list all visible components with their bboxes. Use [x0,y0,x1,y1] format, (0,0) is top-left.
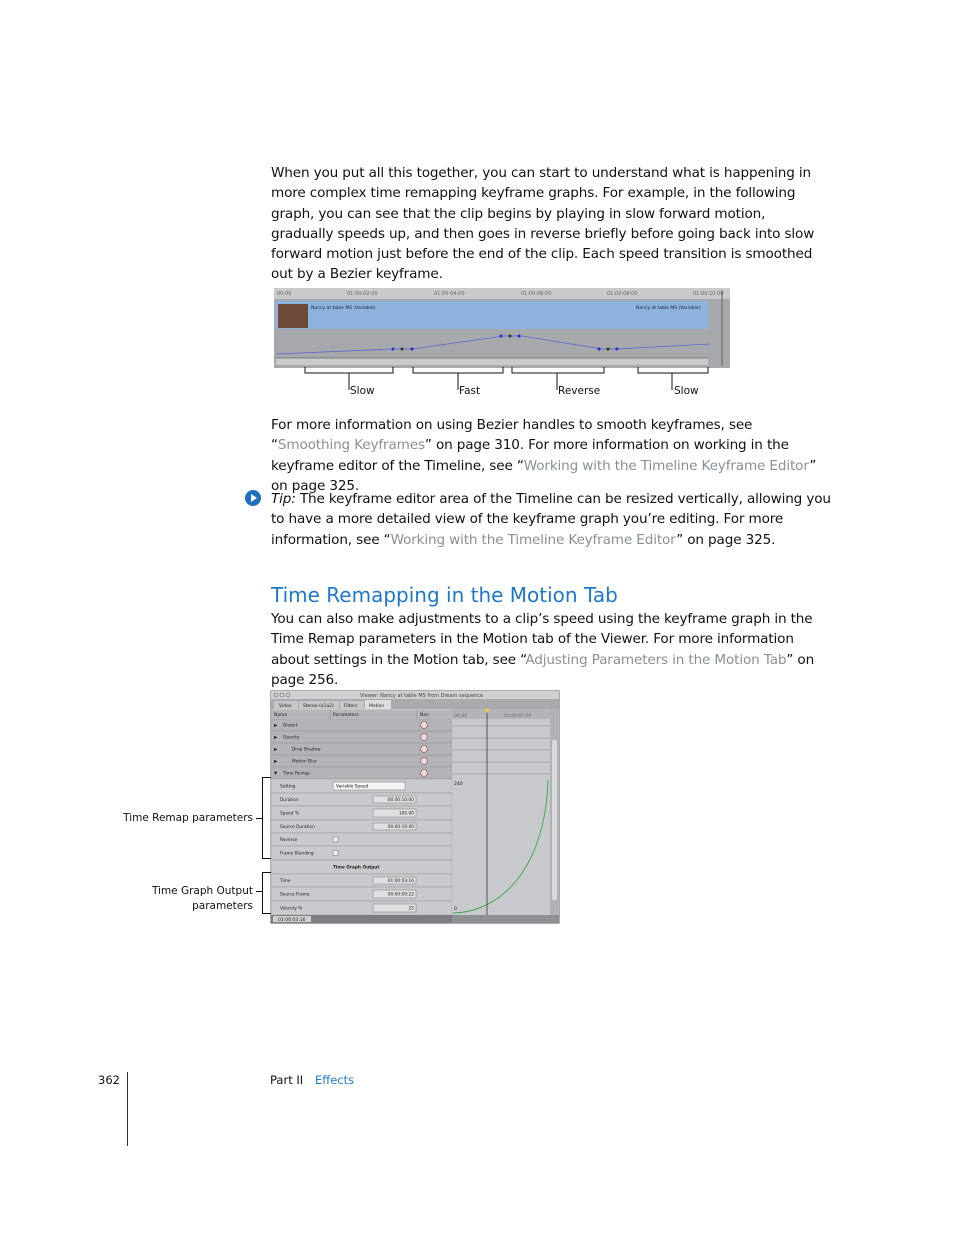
tab-stereo[interactable]: Stereo (a1a2) [303,704,334,709]
reverse-checkbox[interactable] [333,837,338,842]
horizontal-scrollbar[interactable] [452,915,559,923]
footer-part: Part II [270,1073,304,1087]
viewer-motion-tab-figure [270,690,560,924]
disclosure-triangle-icon[interactable]: ▶ [274,735,278,741]
reset-button-icon[interactable] [421,722,428,729]
clip-thumbnail [278,304,308,328]
reset-button-icon[interactable] [421,758,428,765]
disclosure-triangle-icon[interactable]: ▼ [274,771,278,777]
callout-time-remap: Time Remap parameters [123,812,253,824]
paragraph-intro: When you put all this together, you can start to understand what is happening in more complex time remapping keyframe graphs. For example, in the following graph, you can see that the clip begins by playing in slow forward motion, gradually speeds up, and then goes in reverse briefly before going back into slow forward motion just before the end of the clip. Each speed transition is smoothed out by a Bezier keyframe. [271,165,815,283]
tab-video[interactable]: Video [279,704,292,709]
parameter-value: 25 [408,906,414,912]
parameter-value: 00:00:10:00 [387,798,414,804]
parameter-name: Distort [283,723,298,729]
graph-timecode: 01:00:07:00 [504,714,532,719]
footer-divider [127,1072,128,1146]
graph-min-label: 0 [454,907,457,912]
parameter-value: 00:00:00:22 [387,892,414,898]
parameter-name: Velocity % [280,906,303,912]
graph-timecode: 00:30 [454,714,467,719]
clip-label: Nancy at table MS (Variable) [636,306,701,311]
clip-label: Nancy at table MS (Variable) [311,306,376,311]
current-timecode: 01:00:03:16 [278,918,306,923]
timecode: 01:00:10:00 [693,291,724,297]
parameter-value: 100.00 [398,811,414,817]
parameter-name: Reverse [280,838,298,844]
timecode: 01:00:04:00 [434,291,465,297]
timecode: 01:00:08:00 [607,291,638,297]
parameter-row [271,833,452,846]
keyframe-graph[interactable] [452,709,550,915]
parameter-name: Opacity [283,735,300,741]
link-adjusting-parameters[interactable]: Adjusting Parameters in the Motion Tab [525,651,787,668]
disclosure-triangle-icon[interactable]: ▶ [274,723,278,729]
paragraph-more-info: For more information on using Bezier handles to smooth keyframes, see “Smoothing Keyframes” on page 310. For more information on working in the keyframe editor of the Timeline, see “Working with the Timeline Keyframe Editor” on page 325. [271,417,817,494]
column-header-parameters: Parameters [333,713,359,718]
tab-motion[interactable]: Motion [369,704,385,709]
column-header-nav: Nav [420,713,429,718]
parameter-value: 00:00:10:00 [387,825,414,831]
frame-blending-checkbox[interactable] [333,851,338,856]
link-timeline-keyframe-editor[interactable]: Working with the Timeline Keyframe Editor [523,457,810,474]
parameter-name: Drop Shadow [292,747,321,753]
parameter-row [271,874,452,887]
parameter-name: Source Frame [280,892,310,898]
setting-value: Variable Speed [336,784,369,790]
column-header-name: Name [274,713,288,718]
callout-slow: Slow [674,385,699,397]
paragraph-motion-tab: You can also make adjustments to a clip’s speed using the keyframe graph in the Time Remap parameters in the Motion tab of the Viewer. For more information about settings in the Motion tab, see “Adjusting Parameters in the Motion Tab” on page 256. [271,611,815,688]
disclosure-triangle-icon[interactable]: ▶ [274,759,278,765]
callout-fast: Fast [459,385,481,397]
parameter-name: Frame Blending [280,851,314,857]
timecode: 01:00:06:00 [521,291,552,297]
tip-arrow-icon [245,490,261,506]
parameter-name: Speed % [280,811,299,817]
parameter-name: Duration [280,798,299,804]
timeline-keyframe-figure [272,286,734,398]
parameter-value: 01:00:03:16 [387,879,414,885]
parameter-name: Source Duration [280,825,315,831]
page-number: 362 [98,1073,120,1087]
callout-time-graph-output: Time Graph Output parameters [151,885,253,912]
reset-button-icon[interactable] [421,734,428,741]
disclosure-triangle-icon[interactable]: ▶ [274,747,278,753]
footer-section-link[interactable]: Effects [315,1073,355,1087]
parameter-name: Time [280,879,291,885]
tip-paragraph: Tip: The keyframe editor area of the Timeline can be resized vertically, allowing you to have a more detailed view of the keyframe graph you’re editing. For more information, see “Working with the Timeline Keyframe Editor” on page 325. [271,491,831,548]
tab-filters[interactable]: Filters [344,704,358,709]
parameter-name: Motion Blur [292,759,317,765]
timecode: 00:00 [277,291,292,297]
section-heading: Time Remapping in the Motion Tab [271,583,618,607]
link-smoothing-keyframes[interactable]: Smoothing Keyframes [277,437,425,454]
parameter-name: Time Remap [283,771,310,777]
reset-button-icon[interactable] [421,746,428,753]
callout-reverse: Reverse [558,385,601,397]
reset-button-icon[interactable] [421,770,428,777]
graph-max-label: 240 [454,782,463,787]
callout-slow: Slow [350,385,375,397]
parameter-name: Setting [280,784,296,790]
window-title: Viewer: Nancy at table MS from Dream sequence [360,693,484,699]
link-timeline-keyframe-editor[interactable]: Working with the Timeline Keyframe Editor [390,531,677,548]
timecode: 01:00:02:00 [347,291,378,297]
section-label: Time Graph Output [333,865,380,871]
